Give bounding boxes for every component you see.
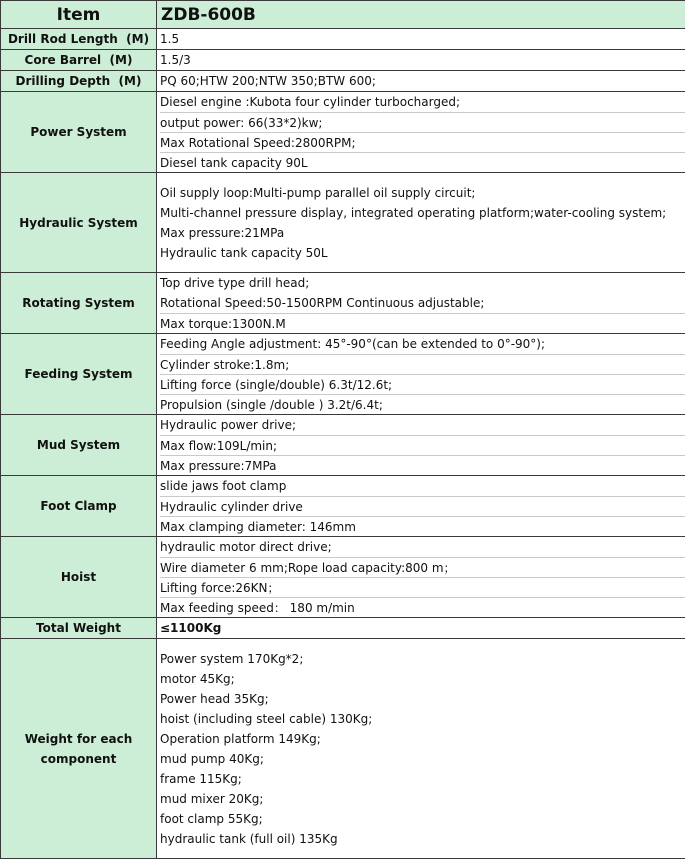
row-value: [157, 415, 685, 476]
value-line: Diesel engine :Kubota four cylinder turbocharged;: [160, 92, 685, 112]
value-line: hydraulic tank (full oil) 135Kg: [160, 829, 685, 849]
value-line: Max torque:1300N.M: [160, 313, 685, 333]
value-line: Lifting force:26KN；: [160, 577, 685, 597]
value-line: slide jaws foot clamp: [160, 476, 685, 496]
row-key-mud-system: Mud System: [1, 415, 157, 476]
row-key-rotating-system: Rotating System: [1, 273, 157, 334]
row-value: [157, 273, 685, 334]
value-line: Propulsion (single /double ) 3.2t/6.4t;: [160, 394, 685, 414]
value-line: Rotational Speed:50-1500RPM Continuous adjustable;: [160, 293, 685, 313]
row-key-total-weight: Total Weight: [1, 618, 157, 639]
table-row: [1, 415, 685, 476]
row-value: [157, 334, 685, 415]
row-key-weight-for-each-component: [1, 639, 157, 859]
table-row: [1, 92, 685, 173]
value-line: ≤1100Kg: [160, 618, 685, 638]
value-line: mud mixer 20Kg;: [160, 789, 685, 809]
row-value: [157, 29, 685, 50]
value-line: foot clamp 55Kg;: [160, 809, 685, 829]
value-line: mud pump 40Kg;: [160, 749, 685, 769]
table-row: [1, 476, 685, 537]
row-key-foot-clamp: Foot Clamp: [1, 476, 157, 537]
row-key-feeding-system: Feeding System: [1, 334, 157, 415]
value-line: output power: 66(33*2)kw;: [160, 112, 685, 132]
value-line: Lifting force (single/double) 6.3t/12.6t;: [160, 374, 685, 394]
value-line: Multi-channel pressure display, integrated operating platform;water-cooling system;: [160, 203, 685, 223]
value-line: Max feeding speed： 180 m/min: [160, 597, 685, 617]
value-line: Power system 170Kg*2;: [160, 649, 685, 669]
row-key-drilling-depth: Drilling Depth (M): [1, 71, 157, 92]
value-line: Hydraulic cylinder drive: [160, 496, 685, 516]
value-line: Power head 35Kg;: [160, 689, 685, 709]
value-line: Top drive type drill head;: [160, 273, 685, 293]
table-row: [1, 537, 685, 618]
key-line: component: [1, 749, 156, 769]
table-row: [1, 273, 685, 334]
item-header: Item: [1, 1, 157, 29]
table-row: [1, 71, 685, 92]
table-row: [1, 639, 685, 859]
value-line: hydraulic motor direct drive;: [160, 537, 685, 557]
model-header: ZDB-600B: [157, 1, 685, 29]
row-value: [157, 173, 685, 273]
value-line: 1.5: [160, 29, 685, 49]
value-line: Feeding Angle adjustment: 45°-90°(can be extended to 0°-90°);: [160, 334, 685, 354]
table-row: [1, 618, 685, 639]
value-line: motor 45Kg;: [160, 669, 685, 689]
value-line: Max Rotational Speed:2800RPM;: [160, 132, 685, 152]
value-line: Hydraulic tank capacity 50L: [160, 243, 685, 263]
row-key-hoist: Hoist: [1, 537, 157, 618]
value-line: Oil supply loop:Multi-pump parallel oil supply circuit;: [160, 183, 685, 203]
header-row: [1, 1, 685, 29]
value-line: Wire diameter 6 mm;Rope load capacity:800 m；: [160, 557, 685, 577]
row-key-hydraulic-system: Hydraulic System: [1, 173, 157, 273]
value-line: Operation platform 149Kg;: [160, 729, 685, 749]
row-key-drill-rod-length: Drill Rod Length (M): [1, 29, 157, 50]
value-line: Hydraulic power drive;: [160, 415, 685, 435]
key-line: Weight for each: [1, 729, 156, 749]
row-key-core-barrel: Core Barrel (M): [1, 50, 157, 71]
value-line: Max flow:109L/min;: [160, 435, 685, 455]
value-line: Diesel tank capacity 90L: [160, 152, 685, 172]
value-line: Cylinder stroke:1.8m;: [160, 354, 685, 374]
value-line: Max clamping diameter: 146mm: [160, 516, 685, 536]
row-key-power-system: Power System: [1, 92, 157, 173]
table-row: [1, 50, 685, 71]
row-value: [157, 50, 685, 71]
row-value: [157, 639, 685, 859]
value-line: Max pressure:21MPa: [160, 223, 685, 243]
table-row: [1, 173, 685, 273]
value-line: 1.5/3: [160, 50, 685, 70]
table-row: [1, 29, 685, 50]
table-row: [1, 334, 685, 415]
row-value: [157, 537, 685, 618]
row-value: [157, 92, 685, 173]
value-line: PQ 60;HTW 200;NTW 350;BTW 600;: [160, 71, 685, 91]
value-line: frame 115Kg;: [160, 769, 685, 789]
row-value: [157, 71, 685, 92]
value-line: Max pressure:7MPa: [160, 455, 685, 475]
row-value: [157, 476, 685, 537]
row-value: [157, 618, 685, 639]
value-line: hoist (including steel cable) 130Kg;: [160, 709, 685, 729]
